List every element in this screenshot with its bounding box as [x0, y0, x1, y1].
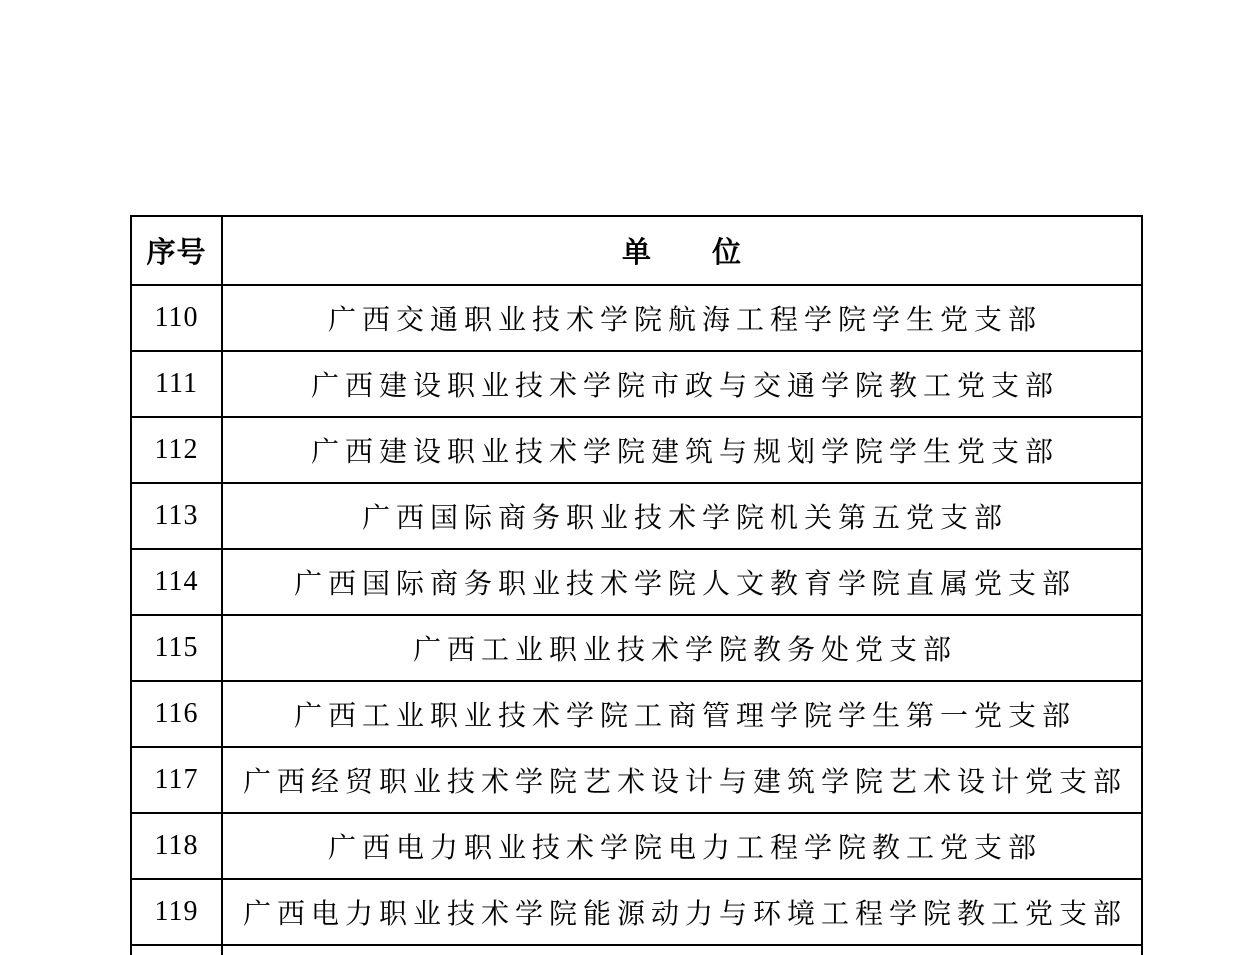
- table-body: [131, 285, 1142, 945]
- row-index-cell: 112: [131, 417, 222, 483]
- row-index-cell: 118: [131, 813, 222, 879]
- partial-row: [131, 945, 1142, 955]
- row-index-cell: 114: [131, 549, 222, 615]
- table-row: [131, 549, 1142, 615]
- table-footer-partial: [131, 945, 1142, 955]
- row-unit-cell: 广西电力职业技术学院能源动力与环境工程学院教工党支部: [222, 879, 1142, 945]
- table-row: [131, 615, 1142, 681]
- row-unit-cell: 广西国际商务职业技术学院机关第五党支部: [222, 483, 1142, 549]
- row-index-cell: 119: [131, 879, 222, 945]
- row-index-cell: 117: [131, 747, 222, 813]
- header-unit-cell: 单 位: [222, 216, 1142, 285]
- row-unit-cell: 广西工业职业技术学院教务处党支部: [222, 615, 1142, 681]
- partial-row-index-cell: [131, 945, 222, 955]
- row-unit-cell: 广西建设职业技术学院市政与交通学院教工党支部: [222, 351, 1142, 417]
- row-unit-cell: 广西交通职业技术学院航海工程学院学生党支部: [222, 285, 1142, 351]
- row-unit-cell: 广西建设职业技术学院建筑与规划学院学生党支部: [222, 417, 1142, 483]
- table-row: [131, 813, 1142, 879]
- row-index-cell: 115: [131, 615, 222, 681]
- unit-table: [130, 215, 1143, 955]
- table-row: [131, 351, 1142, 417]
- row-unit-cell: 广西电力职业技术学院电力工程学院教工党支部: [222, 813, 1142, 879]
- table-row: [131, 417, 1142, 483]
- partial-row-unit-cell: [222, 945, 1142, 955]
- row-unit-cell: 广西经贸职业技术学院艺术设计与建筑学院艺术设计党支部: [222, 747, 1142, 813]
- row-index-cell: 116: [131, 681, 222, 747]
- table-row: [131, 747, 1142, 813]
- row-index-cell: 110: [131, 285, 222, 351]
- row-unit-cell: 广西工业职业技术学院工商管理学院学生第一党支部: [222, 681, 1142, 747]
- row-unit-cell: 广西国际商务职业技术学院人文教育学院直属党支部: [222, 549, 1142, 615]
- table-row: [131, 285, 1142, 351]
- table-row: [131, 879, 1142, 945]
- table-row: [131, 483, 1142, 549]
- header-index-cell: 序号: [131, 216, 222, 285]
- table-row: [131, 681, 1142, 747]
- row-index-cell: 113: [131, 483, 222, 549]
- row-index-cell: 111: [131, 351, 222, 417]
- header-row: [131, 216, 1142, 285]
